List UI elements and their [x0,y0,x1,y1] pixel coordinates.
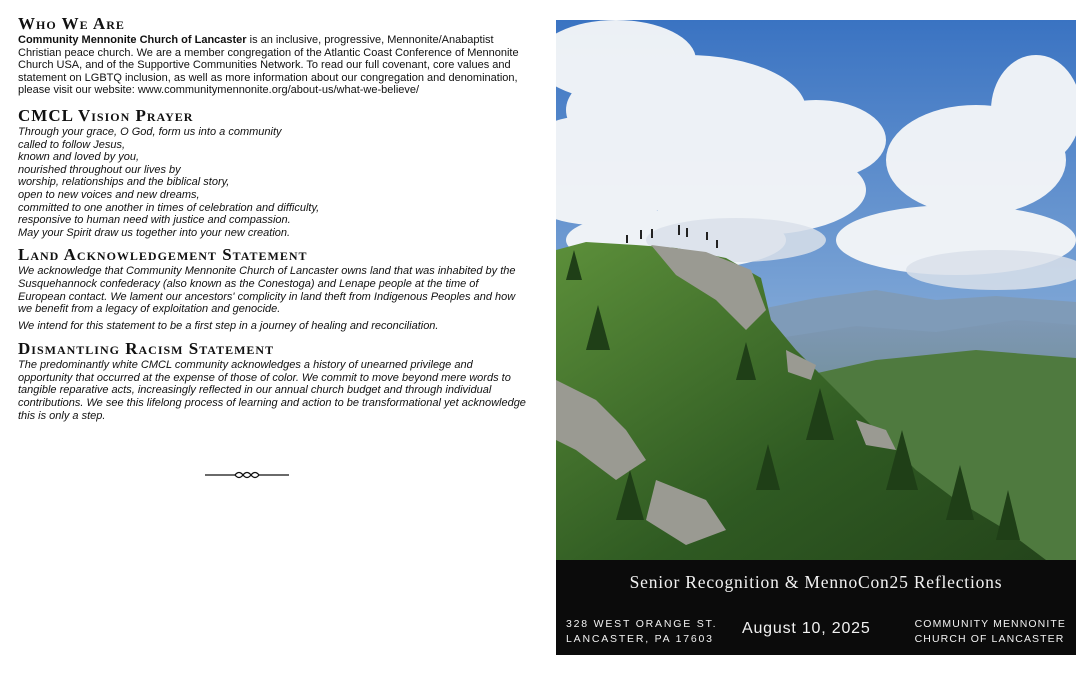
ornament-divider-icon [205,468,289,482]
vision-prayer-text [18,126,528,239]
prayer-line: Through your grace, O God, form us into a community [18,125,282,138]
vision-prayer-heading: CMCL Vision Prayer [18,105,194,125]
prayer-line: committed to one another in times of celebration and difficulty, [18,201,320,214]
who-we-are-text [18,34,528,97]
address-city: LANCASTER, PA 17603 [566,633,714,645]
bulletin-cover [556,20,1076,655]
who-we-are-body: is an inclusive, progressive, Mennonite/Anabaptist Christian peace church. We are a member congregation of the Atlantic Coast Conference of Mennonite Church USA, and of the Supportive Communities Network. To read our full covenant, core values and statement on LGBTQ inclusion, as well as more information about our congregation and denomination, please visit our website: www.communitymennonite.org/about-us/what-we-believe/ [18,34,519,97]
cover-photo-mountain-landscape [556,20,1076,560]
prayer-line: open to new voices and new dreams, [18,188,200,201]
who-we-are-heading: Who We Are [18,14,125,33]
church-name-line1: COMMUNITY MENNONITE [914,618,1066,630]
prayer-line: known and loved by you, [18,151,140,164]
dismantling-racism-heading: Dismantling Racism Statement [18,339,275,359]
church-name [915,617,1066,647]
prayer-line: responsive to human need with justice and compassion. [18,214,291,227]
prayer-line: worship, relationships and the biblical story, [18,176,230,189]
church-address [566,617,717,647]
address-street: 328 WEST ORANGE ST. [566,618,718,630]
service-date: August 10, 2025 [742,620,871,637]
prayer-line: May your Spirit draw us together into your new creation. [18,226,291,239]
prayer-line: nourished throughout our lives by [18,163,181,176]
land-acknowledgement-closing: We intend for this statement to be a first step in a journey of healing and reconciliation. [18,319,439,332]
prayer-line: called to follow Jesus, [18,138,125,151]
bulletin-back-page [18,14,528,422]
land-acknowledgement-text: We acknowledge that Community Mennonite Church of Lancaster owns land that was inhabited by the Susquehannock confederacy (also known as the Conestoga) and Lenape people at the time of European contact. We lament our ancestors' complicity in land theft from Indigenous Peoples and how we benefit from a legacy of exploitation and genocide. [18,265,516,316]
land-acknowledgement-heading: Land Acknowledgement Statement [18,245,308,265]
church-name-line2: CHURCH OF LANCASTER [914,633,1065,645]
cover-title-band [556,560,1076,655]
org-name: Community Mennonite Church of Lancaster [18,34,247,46]
dismantling-racism-text: The predominantly white CMCL community acknowledges a history of unearned privilege and opportunity that occurred at the expense of those of color. We commit to move beyond mere words to tangible reparative acts, increasingly reflected in our annual church budget and through individual contributions. We see this lifelong process of learning and action to be transformational yet acknowledge this is only a step. [18,359,526,422]
cover-title: Senior Recognition & MennoCon25 Reflections [629,572,1003,592]
